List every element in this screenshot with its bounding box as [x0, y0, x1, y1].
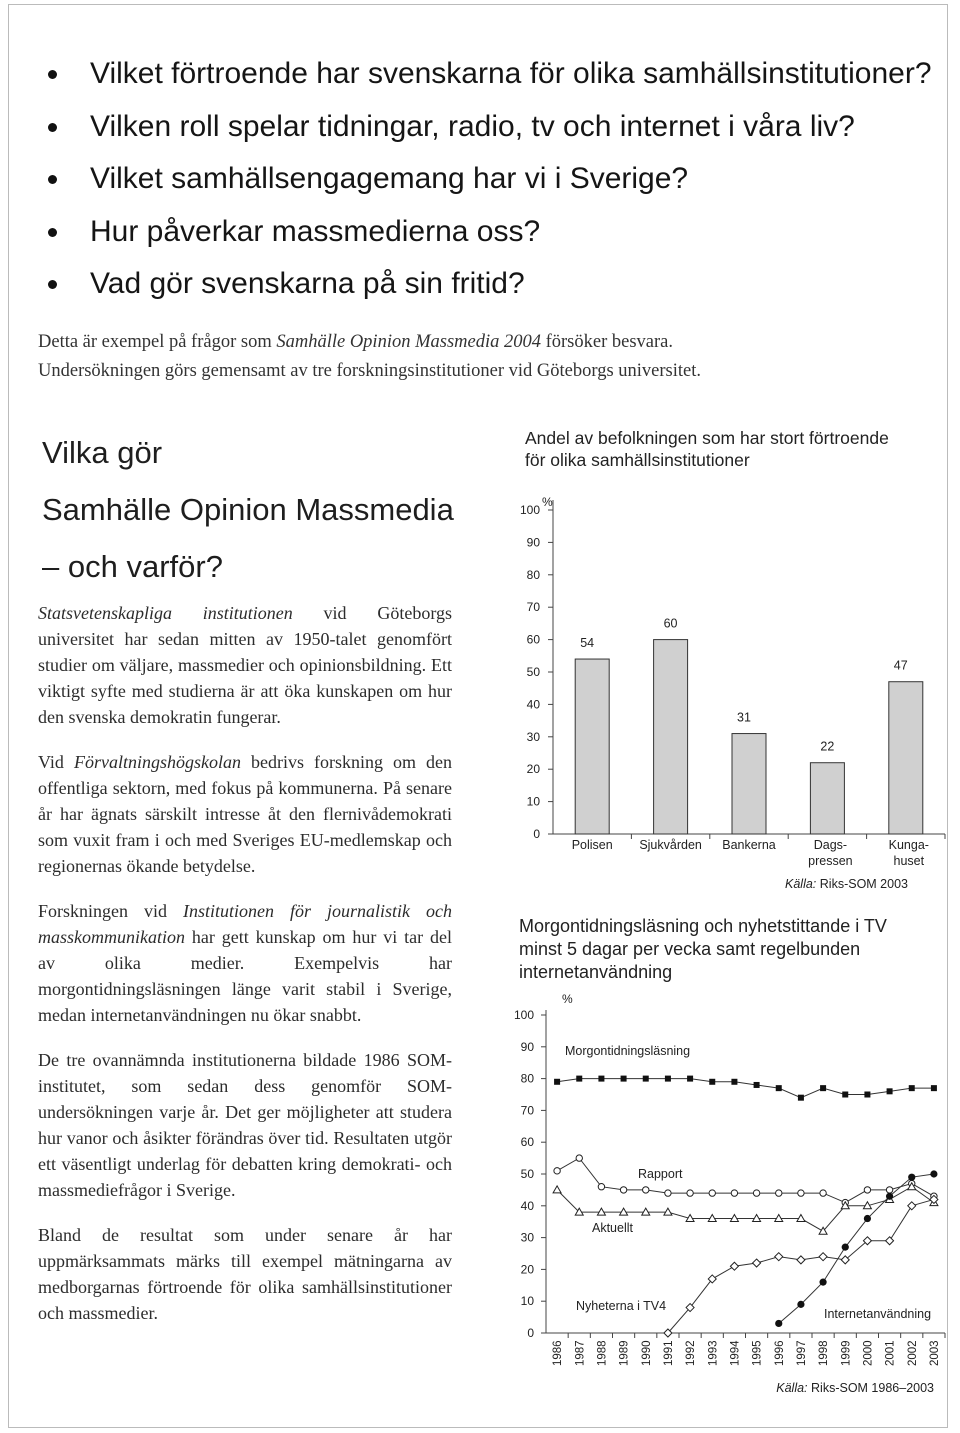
y-tick-label: 70 — [526, 600, 540, 615]
bullet-icon — [48, 175, 57, 184]
category-label: huset — [893, 854, 925, 868]
intro-text — [38, 328, 701, 386]
bullet-icon — [48, 123, 57, 132]
question-item — [40, 52, 932, 105]
data-label: 31 — [737, 710, 751, 725]
y-tick-label: 100 — [519, 503, 540, 517]
paragraph-text: Forskningen vid — [38, 901, 183, 921]
source-label: Källa: — [776, 1381, 812, 1395]
body-text — [38, 600, 452, 1345]
question-item — [40, 157, 932, 210]
paragraph-forvaltning — [38, 749, 452, 879]
category-label: Polisen — [571, 838, 613, 852]
x-tick-label: 1987 — [574, 1340, 587, 1366]
institution-name: Förvaltningshögskolan — [73, 752, 241, 772]
y-tick-label: 80 — [520, 1071, 534, 1086]
category-label: pressen — [808, 854, 853, 868]
series-label: Morgontidningsläsning — [565, 1044, 691, 1058]
source-text: Riks-SOM 1986–2003 — [811, 1381, 934, 1395]
y-tick-label: 10 — [520, 1294, 534, 1309]
category-label: Bankerna — [722, 838, 776, 852]
x-tick-label: 2000 — [862, 1340, 875, 1366]
x-tick-label: 1991 — [662, 1340, 675, 1366]
heading-line-1: Vilka gör — [42, 435, 163, 470]
y-tick-label: 60 — [526, 632, 540, 647]
series-label: Rapport — [638, 1167, 683, 1181]
x-tick-label: 1989 — [618, 1340, 631, 1366]
bullet-icon — [48, 228, 57, 237]
y-tick-label: 40 — [520, 1198, 534, 1213]
chart-title: Andel av befolkningen som har stort förtroende — [525, 428, 889, 448]
y-tick-label: 60 — [520, 1135, 534, 1150]
y-axis-label: % — [562, 992, 573, 1006]
data-label: 54 — [580, 636, 595, 651]
x-tick-label: 2002 — [906, 1340, 919, 1366]
x-tick-label: 1994 — [729, 1340, 742, 1366]
category-label: Dags- — [813, 838, 848, 852]
x-tick-label: 2001 — [884, 1340, 897, 1366]
paragraph-text: har gett kunskap om hur vi tar del av olika medier. Exempelvis har morgontidningsläsningen länge varit stabil i Sverige, medan internetanvändningen nu ökar snabbt. — [38, 927, 452, 1025]
heading-line-3: – och varför? — [42, 549, 223, 584]
y-tick-label: 20 — [526, 762, 540, 777]
series-label: Aktuellt — [592, 1221, 633, 1235]
x-tick-label: 1988 — [596, 1340, 609, 1366]
y-tick-label: 20 — [520, 1262, 534, 1277]
chart-title: internetanvändning — [519, 962, 673, 982]
intro-line-2: Undersökningen görs gemensamt av tre forskningsinstitutioner vid Göteborgs universitet. — [38, 361, 701, 381]
chart-title: minst 5 dagar per vecka samt regelbunden — [519, 939, 861, 959]
question-text: Hur påverkar massmedierna oss? — [90, 214, 541, 248]
question-item — [40, 262, 932, 315]
series-label: Nyheterna i TV4 — [576, 1299, 667, 1313]
y-tick-label: 40 — [526, 697, 540, 712]
paragraph-som-institutet: De tre ovannämnda institutionerna bildade 1986 SOM-institutet, som sedan dess genomför SOM-undersökningen varje år. Det ger möjligheter att studera hur vanor och åsikter förändras över tid. Resultaten utgör ett väsentligt underlag för debatten kring demokrati- och massmediefrågor i Sverige. — [38, 1050, 452, 1200]
paragraph-results: Bland de resultat som under senare år har uppmärksammats märks till exempel mätningarna av medborgarnas förtroende för olika samhällsinstitutioner och massmedier. — [38, 1225, 452, 1323]
question-list — [40, 52, 932, 315]
y-tick-label: 70 — [520, 1103, 534, 1118]
paragraph-text: vid Göteborgs universitet har sedan mitten av 1950-talet genomfört studier om väljare, massmedier och opinionsbildning. Ett viktigt syfte med studierna är att öka kunskapen om hur den svenska demokratin fungerar. — [38, 603, 452, 727]
y-tick-label: 50 — [520, 1167, 534, 1181]
x-tick-label: 2003 — [928, 1340, 941, 1366]
chart-title: Morgontidningsläsning och nyhetstittande i TV — [519, 916, 887, 936]
category-label: Kunga- — [888, 838, 929, 852]
y-tick-label: 30 — [520, 1230, 534, 1245]
question-item — [40, 105, 932, 158]
question-text: Vilken roll spelar tidningar, radio, tv och internet i våra liv? — [90, 109, 855, 143]
x-tick-label: 1996 — [773, 1340, 786, 1366]
institution-name: Institutionen för journalistik och masskommunikation — [38, 901, 452, 947]
y-tick-label: 10 — [526, 794, 540, 809]
x-tick-label: 1999 — [840, 1340, 853, 1366]
question-text: Vilket samhällsengagemang har vi i Sverige? — [90, 162, 689, 195]
y-tick-label: 90 — [526, 535, 540, 550]
paragraph-statsvetenskap — [38, 600, 452, 730]
section-heading — [42, 430, 454, 601]
source-text: Riks-SOM 2003 — [819, 877, 908, 891]
data-label: 22 — [820, 739, 835, 754]
y-tick-label: 80 — [526, 567, 540, 582]
data-label: 60 — [663, 616, 678, 631]
x-tick-label: 1992 — [685, 1340, 698, 1366]
y-tick-label: 100 — [513, 1008, 534, 1022]
y-tick-label: 0 — [527, 1326, 534, 1340]
series-label: Internetanvändning — [824, 1307, 932, 1321]
y-tick-label: 50 — [526, 665, 540, 679]
paragraph-text: Vid — [38, 752, 74, 772]
x-tick-label: 1990 — [640, 1340, 653, 1366]
x-tick-label: 1986 — [552, 1340, 565, 1366]
category-label: Sjukvården — [639, 838, 702, 852]
survey-name: Samhälle Opinion Massmedia 2004 — [276, 332, 541, 352]
y-tick-label: 30 — [526, 729, 540, 744]
intro-text-part: Detta är exempel på frågor som — [38, 332, 277, 352]
paragraph-journalistik — [38, 898, 452, 1028]
y-axis-label: % — [542, 495, 553, 509]
question-item — [40, 210, 932, 263]
bullet-icon — [48, 70, 57, 79]
y-tick-label: 90 — [520, 1039, 534, 1054]
y-tick-label: 0 — [533, 827, 540, 841]
heading-line-2: Samhälle Opinion Massmedia — [42, 492, 454, 527]
paragraph-text: bedrivs forskning om den offentliga sektorn, med fokus på kommunerna. På senare år har ägnats särskilt intresse åt den flernivådemokrati som vuxit fram i och med Sveriges EU-medlemskap och regionernas ökande betydelse. — [38, 752, 453, 876]
question-text: Vilket förtroende har svenskarna för olika samhällsinstitutioner? — [90, 57, 932, 90]
x-tick-label: 1993 — [707, 1340, 720, 1366]
intro-line-1 — [38, 328, 701, 357]
x-tick-label: 1995 — [751, 1340, 764, 1366]
question-text: Vad gör svenskarna på sin fritid? — [90, 267, 525, 300]
institution-name: Statsvetenskapliga institutionen — [38, 603, 293, 623]
x-tick-label: 1998 — [818, 1340, 831, 1366]
chart-title: för olika samhällsinstitutioner — [525, 450, 750, 470]
x-tick-label: 1997 — [795, 1340, 808, 1366]
source-label: Källa: — [785, 877, 820, 891]
bullet-icon — [48, 280, 57, 289]
data-label: 47 — [893, 658, 908, 673]
intro-text-part: försöker besvara. — [540, 332, 673, 352]
